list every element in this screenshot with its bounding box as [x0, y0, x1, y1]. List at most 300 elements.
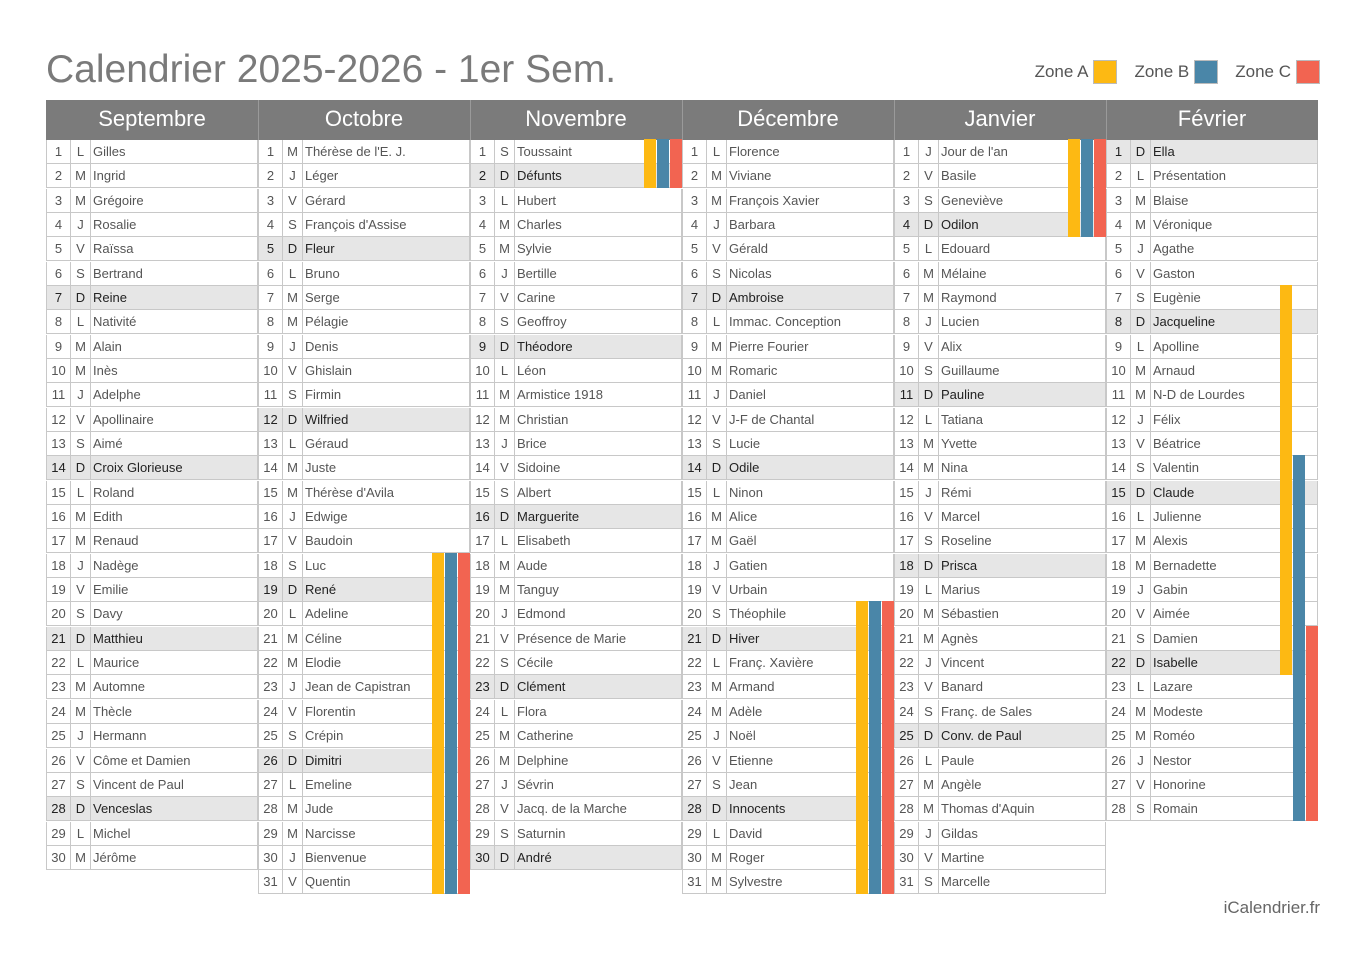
vacation-zone-a-marker [432, 748, 444, 773]
vacation-zone-b-marker [1293, 528, 1305, 553]
day-row [258, 529, 470, 553]
day-of-week: D [283, 749, 303, 772]
saint-name: Paule [941, 752, 975, 768]
day-number: 31 [683, 870, 707, 893]
day-of-week: M [495, 749, 515, 772]
legend-label: Zone A [1034, 62, 1089, 81]
day-of-week: M [495, 383, 515, 406]
saint-name: Ninon [729, 484, 763, 500]
day-row [470, 529, 682, 553]
saint-name: Roland [93, 484, 135, 500]
vacation-zone-c-marker [458, 748, 470, 773]
day-of-week: V [919, 164, 939, 187]
day-row [470, 602, 682, 626]
day-of-week: M [71, 529, 91, 552]
saint-name: Romaric [729, 363, 778, 379]
day-number: 23 [259, 675, 283, 698]
saint-name: Catherine [517, 728, 574, 744]
saint-name: Thomas d'Aquin [941, 801, 1035, 817]
day-of-week: S [919, 359, 939, 382]
day-row [894, 554, 1106, 578]
day-number: 12 [1107, 408, 1131, 431]
day-row [682, 310, 894, 334]
vacation-zone-a-marker [1280, 334, 1292, 359]
saint-name: Gatien [729, 557, 768, 573]
day-number: 23 [47, 675, 71, 698]
saint-name: Firmin [305, 387, 342, 403]
saint-name: Prisca [941, 557, 978, 573]
saint-name: Pélagie [305, 314, 349, 330]
saint-name: Gaël [729, 533, 757, 549]
day-number: 14 [47, 456, 71, 479]
vacation-zone-a-marker [432, 821, 444, 846]
saint-name: Crépin [305, 728, 344, 744]
vacation-zone-b-marker [1293, 480, 1305, 505]
day-row [258, 700, 470, 724]
vacation-zone-c-marker [1306, 796, 1318, 821]
saint-name: Basile [941, 168, 977, 184]
day-number: 19 [1107, 578, 1131, 601]
day-row [682, 846, 894, 870]
day-number: 21 [259, 627, 283, 650]
day-number: 24 [1107, 700, 1131, 723]
day-row [1106, 773, 1318, 797]
day-number: 4 [1107, 213, 1131, 236]
day-of-week: S [919, 189, 939, 212]
saint-name: Elisabeth [517, 533, 571, 549]
day-number: 16 [259, 505, 283, 528]
day-of-week: D [707, 627, 727, 650]
day-of-week: D [1131, 310, 1151, 333]
saint-name: Roger [729, 849, 765, 865]
vacation-zone-a-marker [856, 723, 868, 748]
day-row [46, 140, 258, 164]
day-number: 10 [683, 359, 707, 382]
day-row [258, 505, 470, 529]
day-row [1106, 164, 1318, 188]
vacation-zone-a-marker [1280, 382, 1292, 407]
day-of-week: L [1131, 675, 1151, 698]
saint-name: Apolline [1153, 338, 1200, 354]
day-number: 23 [683, 675, 707, 698]
day-row [894, 481, 1106, 505]
day-number: 19 [259, 578, 283, 601]
day-number: 9 [1107, 335, 1131, 358]
saint-name: Hermann [93, 728, 147, 744]
day-of-week: D [919, 383, 939, 406]
saint-name: Sidoine [517, 460, 561, 476]
day-row [894, 164, 1106, 188]
day-row [682, 870, 894, 894]
saint-name: Geoffroy [517, 314, 567, 330]
day-row [46, 578, 258, 602]
day-row [46, 164, 258, 188]
day-row [894, 602, 1106, 626]
day-of-week: L [495, 700, 515, 723]
saint-name: Raïssa [93, 241, 134, 257]
saint-name: Immac. Conception [729, 314, 841, 330]
saint-name: Marcel [941, 509, 981, 525]
legend-label: Zone B [1134, 62, 1190, 81]
saint-name: Thérèse de l'E. J. [305, 144, 406, 159]
day-row [1106, 602, 1318, 626]
day-row [682, 432, 894, 456]
zone-legend [1018, 59, 1320, 85]
vacation-zone-c-marker [1094, 163, 1106, 188]
day-row [1106, 724, 1318, 748]
day-row [1106, 189, 1318, 213]
day-of-week: L [707, 822, 727, 845]
day-number: 20 [47, 602, 71, 625]
vacation-zone-a-marker [1280, 650, 1292, 675]
day-of-week: J [283, 505, 303, 528]
vacation-zone-b-marker [1293, 723, 1305, 748]
day-row [470, 773, 682, 797]
day-of-week: V [283, 529, 303, 552]
day-of-week: S [495, 310, 515, 333]
vacation-zone-c-marker [882, 650, 894, 675]
saint-name: Christian [517, 411, 569, 427]
day-row [1106, 140, 1318, 164]
saint-name: Jacq. de la Marche [517, 801, 627, 817]
day-number: 24 [683, 700, 707, 723]
day-of-week: M [1131, 383, 1151, 406]
day-number: 25 [47, 724, 71, 747]
day-row [258, 140, 470, 164]
saint-name: Florence [729, 144, 780, 159]
day-number: 4 [683, 213, 707, 236]
day-row [682, 529, 894, 553]
saint-name: Mélaine [941, 265, 987, 281]
day-row [258, 627, 470, 651]
day-row [470, 213, 682, 237]
day-of-week: L [1131, 335, 1151, 358]
day-number: 14 [683, 456, 707, 479]
saint-name: Edith [93, 509, 123, 525]
saint-name: Innocents [729, 801, 786, 817]
saint-name: François Xavier [729, 192, 820, 208]
day-number: 18 [471, 554, 495, 577]
day-of-week: S [1131, 286, 1151, 309]
day-row [682, 627, 894, 651]
day-row [46, 237, 258, 261]
day-of-week: M [707, 700, 727, 723]
day-row [46, 627, 258, 651]
vacation-zone-c-marker [458, 626, 470, 651]
saint-name: Gildas [941, 825, 978, 841]
day-row [46, 335, 258, 359]
day-number: 12 [683, 408, 707, 431]
day-row [894, 870, 1106, 894]
day-of-week: V [707, 237, 727, 260]
day-row [258, 724, 470, 748]
day-row [470, 554, 682, 578]
day-number: 1 [47, 140, 71, 163]
day-row [470, 578, 682, 602]
vacation-zone-c-marker [882, 821, 894, 846]
saint-name: Ella [1153, 144, 1175, 159]
day-row [682, 773, 894, 797]
day-of-week: M [919, 602, 939, 625]
day-row [258, 213, 470, 237]
saint-name: Vincent de Paul [93, 776, 184, 792]
day-number: 31 [259, 870, 283, 893]
day-number: 26 [683, 749, 707, 772]
day-of-week: D [495, 675, 515, 698]
saint-name: Alix [941, 338, 962, 354]
saint-name: Jacqueline [1153, 314, 1216, 330]
vacation-zone-b-marker [869, 772, 881, 797]
day-number: 8 [259, 310, 283, 333]
saint-name: Marguerite [517, 509, 580, 525]
day-number: 3 [471, 189, 495, 212]
day-of-week: S [919, 870, 939, 893]
day-number: 17 [47, 529, 71, 552]
day-number: 23 [895, 675, 919, 698]
saint-name: Edmond [517, 606, 566, 622]
day-number: 20 [683, 602, 707, 625]
day-number: 3 [683, 189, 707, 212]
saint-name: Alain [93, 338, 122, 354]
saint-name: Julienne [1153, 509, 1202, 525]
day-number: 13 [1107, 432, 1131, 455]
day-of-week: J [1131, 408, 1151, 431]
day-row [1106, 335, 1318, 359]
saint-name: Vincent [941, 655, 985, 671]
vacation-zone-b-marker [445, 796, 457, 821]
vacation-zone-a-marker [1280, 455, 1292, 480]
day-number: 2 [259, 164, 283, 187]
day-row [470, 481, 682, 505]
day-number: 31 [895, 870, 919, 893]
day-of-week: J [71, 213, 91, 236]
day-row [46, 651, 258, 675]
day-of-week: M [495, 408, 515, 431]
day-number: 11 [683, 383, 707, 406]
day-row [258, 432, 470, 456]
day-of-week: S [919, 700, 939, 723]
day-of-week: S [71, 432, 91, 455]
saint-name: Géraud [305, 436, 349, 452]
saint-name: Arnaud [1153, 363, 1195, 379]
day-of-week: D [707, 797, 727, 820]
day-row [682, 700, 894, 724]
day-number: 30 [471, 846, 495, 869]
day-number: 28 [683, 797, 707, 820]
saint-name: Angèle [941, 776, 982, 792]
vacation-zone-c-marker [1306, 723, 1318, 748]
day-row [46, 529, 258, 553]
saint-name: Modeste [1153, 703, 1203, 719]
saint-name: Delphine [517, 752, 569, 768]
vacation-zone-a-marker [856, 869, 868, 894]
day-number: 9 [259, 335, 283, 358]
day-number: 29 [259, 822, 283, 845]
saint-name: Félix [1153, 411, 1181, 427]
saint-name: Sylvie [517, 241, 552, 257]
day-number: 5 [47, 237, 71, 260]
saint-name: Adelphe [93, 387, 141, 403]
day-row [258, 554, 470, 578]
vacation-zone-c-marker [458, 821, 470, 846]
day-row [1106, 237, 1318, 261]
day-row [894, 700, 1106, 724]
saint-name: Yvette [941, 436, 978, 452]
saint-name: Flora [517, 703, 547, 719]
day-row [470, 846, 682, 870]
saint-name: Alice [729, 509, 758, 525]
day-number: 29 [683, 822, 707, 845]
day-number: 27 [259, 773, 283, 796]
day-row [682, 602, 894, 626]
vacation-zone-b-marker [445, 772, 457, 797]
saint-name: Rémi [941, 484, 972, 500]
day-of-week: S [71, 602, 91, 625]
saint-name: Ghislain [305, 363, 352, 379]
vacation-zone-c-marker [882, 772, 894, 797]
day-of-week: S [495, 822, 515, 845]
day-number: 7 [895, 286, 919, 309]
saint-name: Pauline [941, 387, 985, 403]
vacation-zone-c-marker [882, 869, 894, 894]
month-column [258, 100, 470, 890]
day-row [894, 773, 1106, 797]
saint-name: Sébastien [941, 606, 999, 622]
day-row [258, 335, 470, 359]
saint-name: Jérôme [93, 849, 137, 865]
saint-name: Nina [941, 460, 968, 476]
saint-name: Odile [729, 460, 760, 476]
saint-name: Croix Glorieuse [93, 460, 183, 476]
saint-name: Armistice 1918 [517, 387, 603, 403]
saint-name: Ingrid [93, 168, 126, 184]
saint-name: Bertrand [93, 265, 143, 281]
day-row [470, 262, 682, 286]
day-row [46, 213, 258, 237]
day-row [470, 359, 682, 383]
saint-name: Damien [1153, 630, 1198, 646]
day-row [258, 237, 470, 261]
day-row [682, 651, 894, 675]
day-row [894, 189, 1106, 213]
day-of-week: M [1131, 724, 1151, 747]
day-number: 14 [259, 456, 283, 479]
day-row [258, 749, 470, 773]
day-of-week: M [919, 456, 939, 479]
day-row [46, 359, 258, 383]
day-of-week: J [707, 383, 727, 406]
day-number: 16 [471, 505, 495, 528]
day-row [258, 164, 470, 188]
vacation-zone-a-marker [432, 601, 444, 626]
day-number: 22 [895, 651, 919, 674]
vacation-zone-a-marker [1280, 480, 1292, 505]
day-of-week: S [495, 140, 515, 163]
day-row [46, 822, 258, 846]
day-of-week: L [71, 140, 91, 163]
day-number: 19 [895, 578, 919, 601]
saint-name: N-D de Lourdes [1153, 387, 1245, 403]
day-row [46, 675, 258, 699]
saint-name: J-F de Chantal [729, 411, 815, 427]
day-of-week: S [707, 602, 727, 625]
saint-name: Nadège [93, 557, 139, 573]
day-of-week: D [71, 286, 91, 309]
day-of-week: L [495, 359, 515, 382]
vacation-zone-a-marker [432, 577, 444, 602]
day-row [682, 383, 894, 407]
day-row [894, 432, 1106, 456]
day-number: 9 [683, 335, 707, 358]
day-number: 11 [47, 383, 71, 406]
vacation-zone-a-marker [856, 796, 868, 821]
vacation-zone-a-marker [856, 674, 868, 699]
day-number: 4 [471, 213, 495, 236]
vacation-zone-b-marker [869, 723, 881, 748]
day-of-week: M [495, 578, 515, 601]
saint-name: Claude [1153, 484, 1195, 500]
day-of-week: S [707, 773, 727, 796]
saint-name: François d'Assise [305, 217, 407, 233]
day-number: 3 [1107, 189, 1131, 212]
day-of-week: L [919, 237, 939, 260]
day-row [470, 822, 682, 846]
vacation-zone-c-marker [670, 163, 682, 188]
day-number: 16 [1107, 505, 1131, 528]
day-of-week: V [71, 749, 91, 772]
vacation-zone-b-marker [869, 821, 881, 846]
saint-name: Gérard [305, 192, 346, 208]
day-of-week: M [707, 870, 727, 893]
day-number: 26 [1107, 749, 1131, 772]
saint-name: Jean [729, 776, 758, 792]
saint-name: Eugènie [1153, 290, 1201, 306]
day-row [894, 505, 1106, 529]
day-of-week: L [71, 651, 91, 674]
vacation-zone-c-marker [458, 650, 470, 675]
vacation-zone-a-marker [1280, 309, 1292, 334]
saint-name: Raymond [941, 290, 997, 306]
day-of-week: D [919, 213, 939, 236]
day-of-week: D [71, 797, 91, 820]
day-row [46, 408, 258, 432]
day-number: 20 [1107, 602, 1131, 625]
saint-name: Bruno [305, 265, 340, 281]
day-of-week: M [1131, 189, 1151, 212]
day-row [894, 335, 1106, 359]
day-row [1106, 286, 1318, 310]
day-row [258, 262, 470, 286]
day-of-week: V [495, 286, 515, 309]
saint-name: Banard [941, 679, 983, 695]
day-row [470, 432, 682, 456]
saint-name: Viviane [729, 168, 772, 184]
vacation-zone-b-marker [869, 748, 881, 773]
day-number: 25 [683, 724, 707, 747]
day-row [470, 408, 682, 432]
day-of-week: V [283, 359, 303, 382]
day-number: 12 [259, 408, 283, 431]
vacation-zone-a-marker [432, 626, 444, 651]
saint-name: Renaud [93, 533, 139, 549]
day-of-week: M [495, 213, 515, 236]
day-of-week: M [495, 237, 515, 260]
day-number: 24 [47, 700, 71, 723]
day-row [46, 286, 258, 310]
day-of-week: M [1131, 529, 1151, 552]
day-number: 13 [471, 432, 495, 455]
saint-name: Brice [517, 436, 547, 452]
